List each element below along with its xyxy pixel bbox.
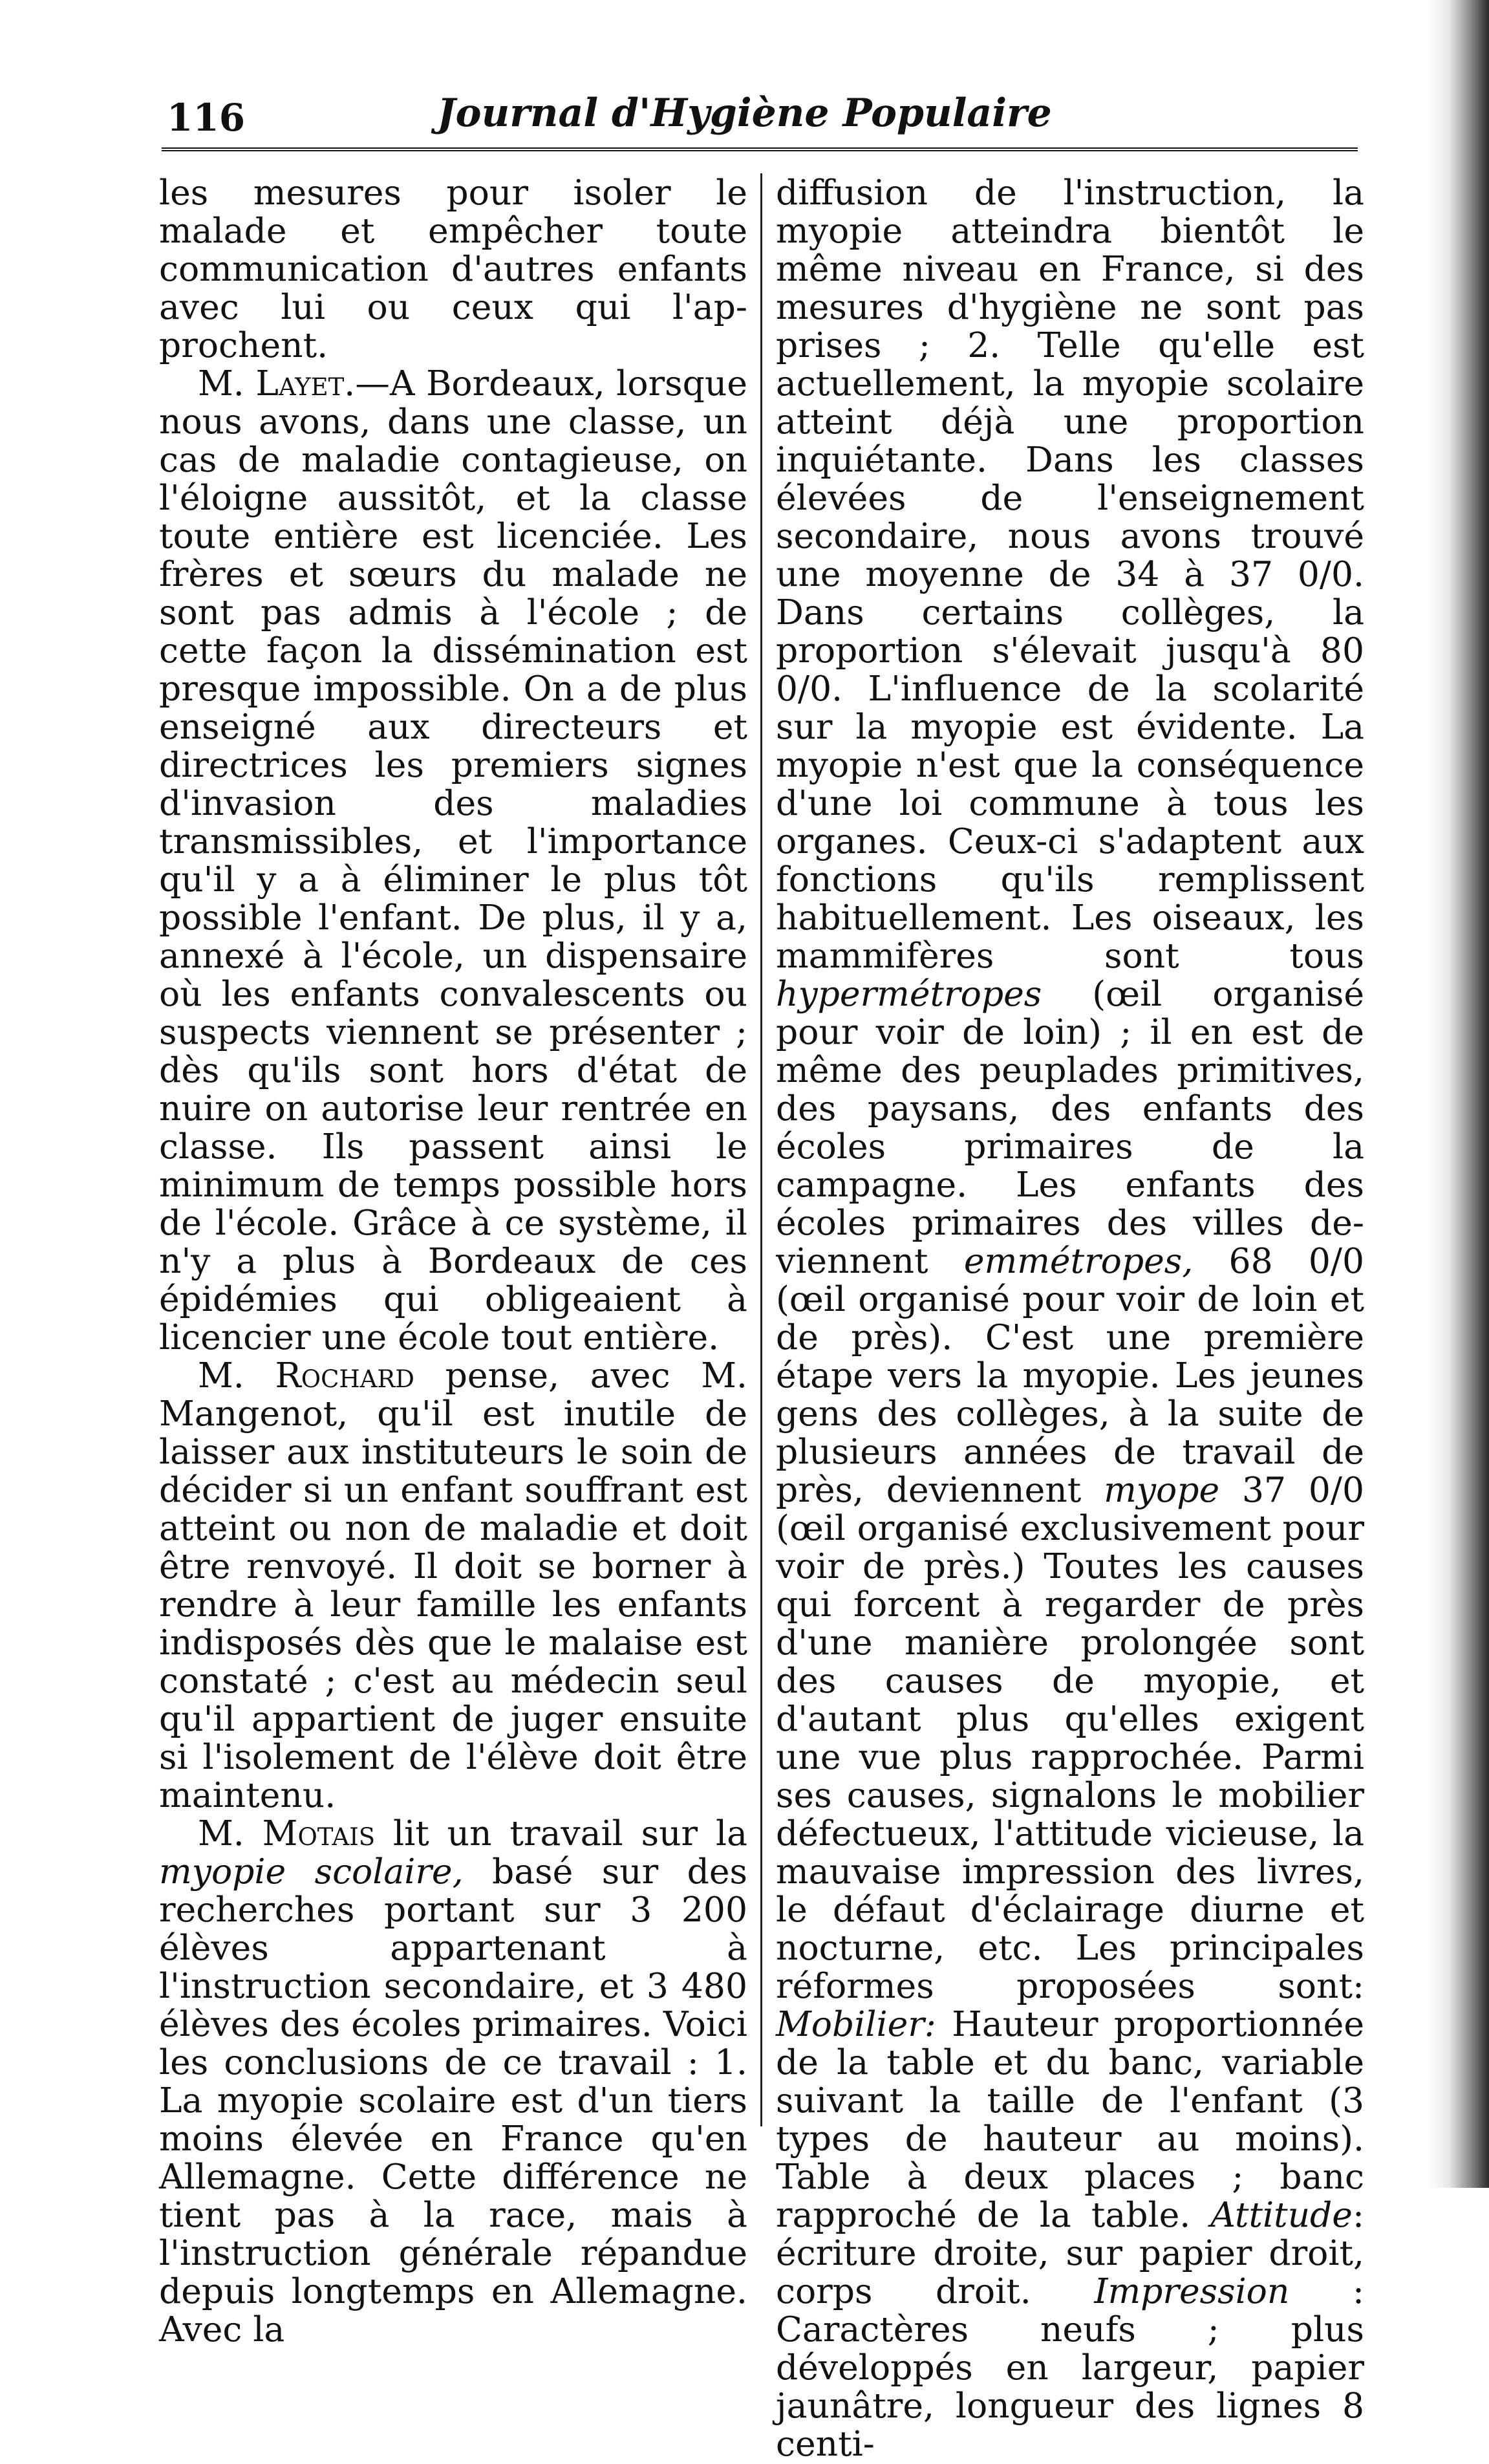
paragraph bbox=[159, 364, 747, 1356]
paragraph-text: : Caractères neufs ; plus développés en largeur, papier jaunâtre, longueur des lignes 8 centi- bbox=[776, 2271, 1364, 2464]
paragraph-text: 37 0/0 (œil organisé exclusivement pour voir de près.) Toutes les causes qui forcent à regarder de près d'une manière prolongée sont des causes de myopie, et d'autant plus qu'elles exigent une vue plus rapprochée. Parmi ses causes, signalons le mobilier défectueux, l'attitude vicieuse, la mauvaise impression des livres, le défaut d'éclairage diurne et nocturne, etc. Les principales réformes proposées sont: bbox=[776, 1469, 1364, 2006]
paragraph-text: pense, avec M. Mangenot, qu'il est inutile de laisser aux instituteurs le soin de décider si un enfant souffrant est atteint ou non de maladie et doit être renvoyé. Il doit se borner à rendre à leur famille les enfants indisposés dès que le malaise est constaté ; c'est au médecin seul qu'il appartient de juger ensuite si l'isolement de l'élève doit être maintenu. bbox=[159, 1355, 747, 1815]
column-divider bbox=[760, 173, 762, 2126]
paragraph: les mesures pour isoler le malade et empêcher toute communication d'autres enfants avec lui ou ceux qui l'approchent. bbox=[159, 172, 747, 365]
paragraph-text: diffusion de l'instruction, la myopie atteindra bientôt le même niveau en France, si des mesures d'hygiène ne sont pas prises ; 2. Telle qu'elle est actuellement, la myopie scolaire atteint déjà une proportion inquiétante. Dans les classes élevées de l'enseignement secondaire, nous avons trouvé une moyenne de 34 à 37 0/0. Dans certains collèges, la proportion s'élevait jusqu'à 80 0/0. L'influence de la scolarité sur la myopie est évidente. La myopie n'est que la conséquence d'une loi commune à tous les organes. Ceux-ci s'adaptent aux fonctions qu'ils remplissent habituellement. Les oiseaux, les mammifères sont tous bbox=[776, 172, 1364, 976]
paragraph-text: —A Bordeaux, lorsque nous avons, dans une classe, un cas de maladie contagieuse, on l'éloigne aussitôt, et la classe toute entière est licenciée. Les frères et sœurs du malade ne sont pas admis à l'école ; de cette façon la dissémination est presque impossible. On a de plus enseigné aux directeurs et directrices les premiers signes d'invasion des maladies transmissibles, et l'importance qu'il y a à éliminer le plus tôt possible l'enfant. De plus, il y a, annexé à l'école, un dispensaire où les enfants convalescents ou suspects viennent se présenter ; dès qu'ils sont hors d'état de nuire on autorise leur rentrée en classe. Ils passent ainsi le minimum de temps possible hors de l'école. Grâce à ce système, il n'y a plus à Bordeaux de ces épidémies qui obligeaient à licencier une école tout entière. bbox=[159, 363, 747, 1357]
emphasis-text: Mobilier: bbox=[776, 2004, 936, 2044]
paragraph bbox=[776, 173, 1364, 2463]
paragraph-text: Hauteur proportionnée de la table et du banc, variable suivant la taille de l'enfant (3 types de hauteur au moins). Table à deux places ; banc rapproché de la table. bbox=[776, 2004, 1364, 2235]
emphasis-text: myopie scolaire, bbox=[159, 1851, 464, 1892]
emphasis-text: myope bbox=[1104, 1469, 1220, 1510]
right-column bbox=[776, 173, 1364, 2463]
emphasis-text: emmétropes, bbox=[963, 1240, 1194, 1281]
paragraph-text: lit un travail sur la bbox=[375, 1813, 747, 1853]
paragraph bbox=[159, 1356, 747, 1814]
speaker-name: M. Motais bbox=[198, 1813, 376, 1853]
emphasis-text: Impression bbox=[1094, 2271, 1290, 2311]
paragraph-text: : écriture droite, sur papier droit, corps droit. bbox=[776, 2194, 1364, 2311]
paragraph-text: basé sur des recherches portant sur 3 200 élèves appartenant à l'instruction secondaire, et 3 480 élèves des écoles primaires. Voici les conclusions de ce travail : 1. La myopie scolaire est d'un tiers moins élevée en France qu'en Allemagne. Cette différence ne tient pas à la race, mais à l'instruction générale répandue depuis longtemps en Allemagne. Avec la bbox=[159, 1851, 747, 2350]
emphasis-text: hypermétropes bbox=[776, 973, 1042, 1014]
header-rule bbox=[162, 147, 1358, 151]
running-title: Journal d'Hygiène Populaire bbox=[437, 91, 1052, 136]
emphasis-text: Attitude bbox=[1210, 2194, 1353, 2235]
left-column bbox=[159, 173, 747, 2348]
speaker-name: M. Rochard bbox=[198, 1355, 414, 1396]
paragraph-text: (œil organisé pour voir de loin) ; il en est de même des peuplades primitives, des paysans, des enfants des écoles primaires de la campagne. Les enfants des écoles primaires des villes deviennent bbox=[776, 973, 1364, 1281]
paragraph bbox=[159, 1814, 747, 2348]
speaker-name: M. Layet. bbox=[198, 363, 356, 404]
book-binding-edge bbox=[1428, 0, 1489, 2188]
page-number: 116 bbox=[167, 96, 246, 140]
paragraph-text: 68 0/0 (œil organisé pour voir de loin et de près). C'est une première étape vers la myopie. Les jeunes gens des collèges, à la suite de plusieurs années de travail de près, deviennent bbox=[776, 1240, 1364, 1510]
